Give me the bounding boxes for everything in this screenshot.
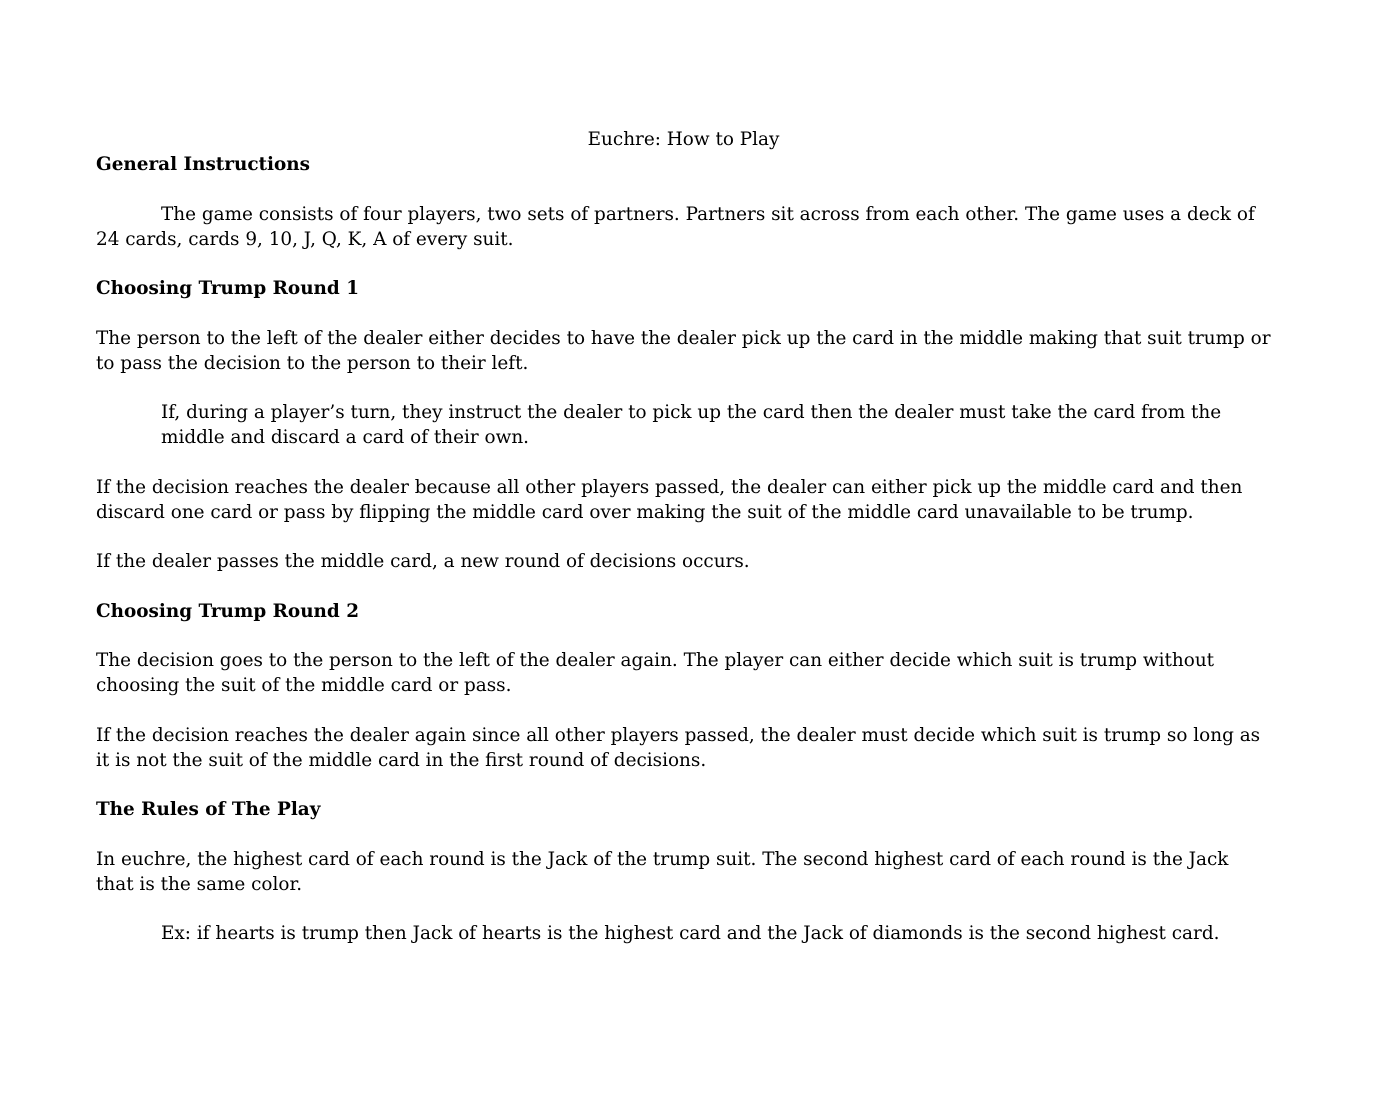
spacer	[96, 450, 1271, 475]
spacer	[96, 897, 1271, 922]
heading-round-1: Choosing Trump Round 1	[96, 278, 359, 299]
spacer	[96, 525, 1271, 550]
paragraph-round1-1: The person to the left of the dealer either decides to have the dealer pick up the card in the middle making that suit trump or to pass the decision to the person to their left.	[96, 327, 1271, 374]
paragraph-rules-example: Ex: if hearts is trump then Jack of hearts is the highest card and the Jack of diamonds is the second highest card.	[161, 923, 1220, 944]
spacer	[96, 301, 1271, 326]
spacer	[96, 773, 1271, 798]
spacer	[96, 574, 1271, 599]
paragraph-round1-2: If, during a player’s turn, they instruct the dealer to pick up the card then the dealer must take the card from the middle and discard a card of their own.	[161, 402, 1222, 448]
spacer	[96, 177, 1271, 202]
spacer	[96, 376, 1271, 401]
spacer	[96, 698, 1271, 723]
paragraph-round2-2: If the decision reaches the dealer again since all other players passed, the dealer must decide which suit is trump so long as it is not the suit of the middle card in the first round of decisions.	[96, 724, 1261, 771]
heading-rules-of-play: The Rules of The Play	[96, 799, 321, 820]
spacer	[96, 822, 1271, 847]
document-page	[96, 127, 1271, 946]
document-title: Euchre: How to Play	[587, 129, 780, 150]
heading-round-2: Choosing Trump Round 2	[96, 600, 359, 622]
paragraph-round1-3: If the decision reaches the dealer because all other players passed, the dealer can either pick up the middle card and then discard one card or pass by flipping the middle card over making the suit of the middle card unavailable to be trump.	[96, 476, 1243, 523]
heading-general-instructions: General Instructions	[96, 154, 311, 175]
spacer	[96, 252, 1271, 277]
paragraph-round2-1: The decision goes to the person to the left of the dealer again. The player can either decide which suit is trump without choosing the suit of the middle card or pass.	[96, 650, 1215, 696]
paragraph-general-1: The game consists of four players, two sets of partners. Partners sit across from each other. The game uses a deck of 24 cards, cards 9, 10, J, Q, K, A of every suit.	[96, 203, 1255, 250]
paragraph-round1-4: If the dealer passes the middle card, a new round of decisions occurs.	[96, 551, 750, 572]
spacer	[96, 624, 1271, 649]
paragraph-rules-1: In euchre, the highest card of each round is the Jack of the trump suit. The second highest card of each round is the Jack that is the same color.	[96, 848, 1229, 895]
